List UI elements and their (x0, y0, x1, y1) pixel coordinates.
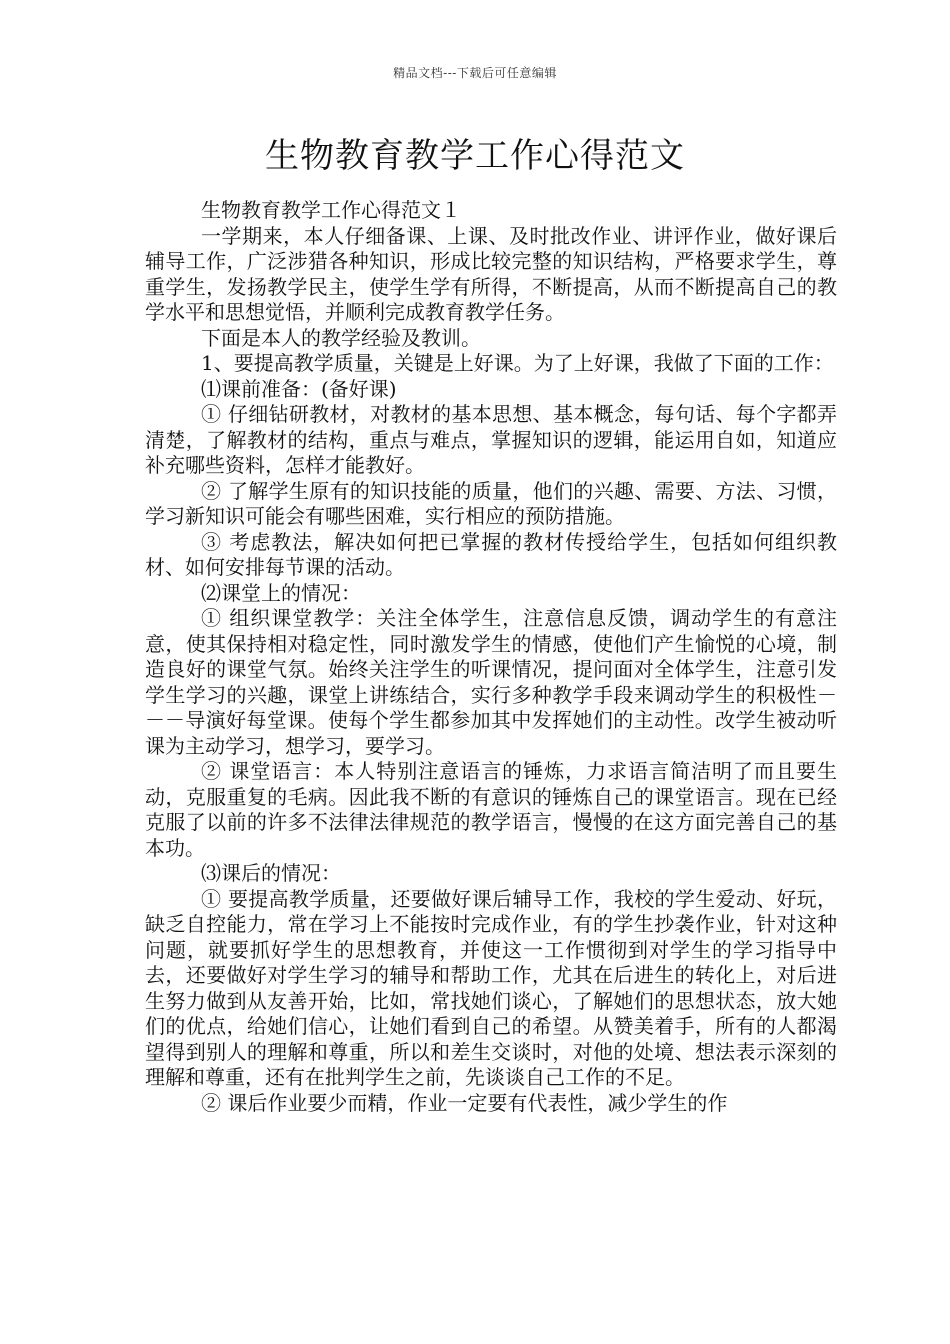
section-heading: 生物教育教学工作心得范文１ (201, 198, 461, 222)
document-title: 生物教育教学工作心得范文 (265, 136, 685, 176)
paragraph: 下面是本人的教学经验及教训。 (201, 325, 481, 350)
paragraph: 一学期来，本人仔细备课、上课、及时批改作业、讲评作业，做好课后辅导工作，广泛涉猎各种知识，形成比较完整的知识结构，严格要求学生，尊重学生，发扬教学民主，使学生学有所得，不断提高，从而不断提高自己的教学水平和思想觉悟，并顺利完成教育教学任务。 (145, 223, 837, 324)
paragraph: ② 课堂语言：本人特别注意语言的锤炼，力求语言简洁明了而且要生动，克服重复的毛病。因此我不断的有意识的锤炼自己的课堂语言。现在已经克服了以前的许多不法律法律规范的教学语言，慢慢的在这方面完善自己的基本功。 (145, 759, 837, 860)
paragraph: ① 要提高教学质量，还要做好课后辅导工作，我校的学生爱动、好玩，缺乏自控能力，常在学习上不能按时完成作业，有的学生抄袭作业，针对这种问题，就要抓好学生的思想教育，并使这一工作惯彻到对学生的学习指导中去，还要做好对学生学习的辅导和帮助工作，尤其在后进生的转化上，对后进生努力做到从友善开始，比如，常找她们谈心，了解她们的思想状态，放大她们的优点，给她们信心，让她们看到自己的希望。从赞美着手，所有的人都渴望得到别人的理解和尊重，所以和差生交谈时，对他的处境、想法表示深刻的理解和尊重，还有在批判学生之前，先谈谈自己工作的不足。 (145, 886, 837, 1089)
paragraph: ② 了解学生原有的知识技能的质量，他们的兴趣、需要、方法、习惯，学习新知识可能会有哪些困难，实行相应的预防措施。 (145, 478, 837, 528)
subsection-heading: ⑶课后的情况： (201, 861, 341, 885)
paragraph: 1、要提高教学质量，关键是上好课。为了上好课，我做了下面的工作： (201, 351, 834, 375)
subsection-heading: ⑵课堂上的情况： (201, 580, 361, 605)
paragraph: ② 课后作业要少而精，作业一定要有代表性，减少学生的作 (201, 1090, 728, 1115)
subsection-heading: ⑴课前准备：(备好课) (201, 376, 397, 401)
paragraph: ① 仔细钻研教材，对教材的基本思想、基本概念，每句话、每个字都弄清楚，了解教材的结构，重点与难点，掌握知识的逻辑，能运用自如，知道应补充哪些资料，怎样才能教好。 (145, 402, 837, 477)
document-body (145, 198, 837, 1116)
header-note: 精品文档---下载后可任意编辑 (393, 66, 557, 80)
paragraph: ③ 考虑教法，解决如何把已掌握的教材传授给学生，包括如何组织教材、如何安排每节课的活动。 (145, 529, 837, 579)
paragraph: ① 组织课堂教学：关注全体学生，注意信息反馈，调动学生的有意注意，使其保持相对稳定性，同时激发学生的情感，使他们产生愉悦的心境，制造良好的课堂气氛。始终关注学生的听课情况，提问面对全体学生，注意引发学生学习的兴趣，课堂上讲练结合，实行多种教学手段来调动学生的积极性－－－导演好每堂课。使每个学生都参加其中发挥她们的主动性。改学生被动听课为主动学习，想学习，要学习。 (145, 606, 837, 758)
